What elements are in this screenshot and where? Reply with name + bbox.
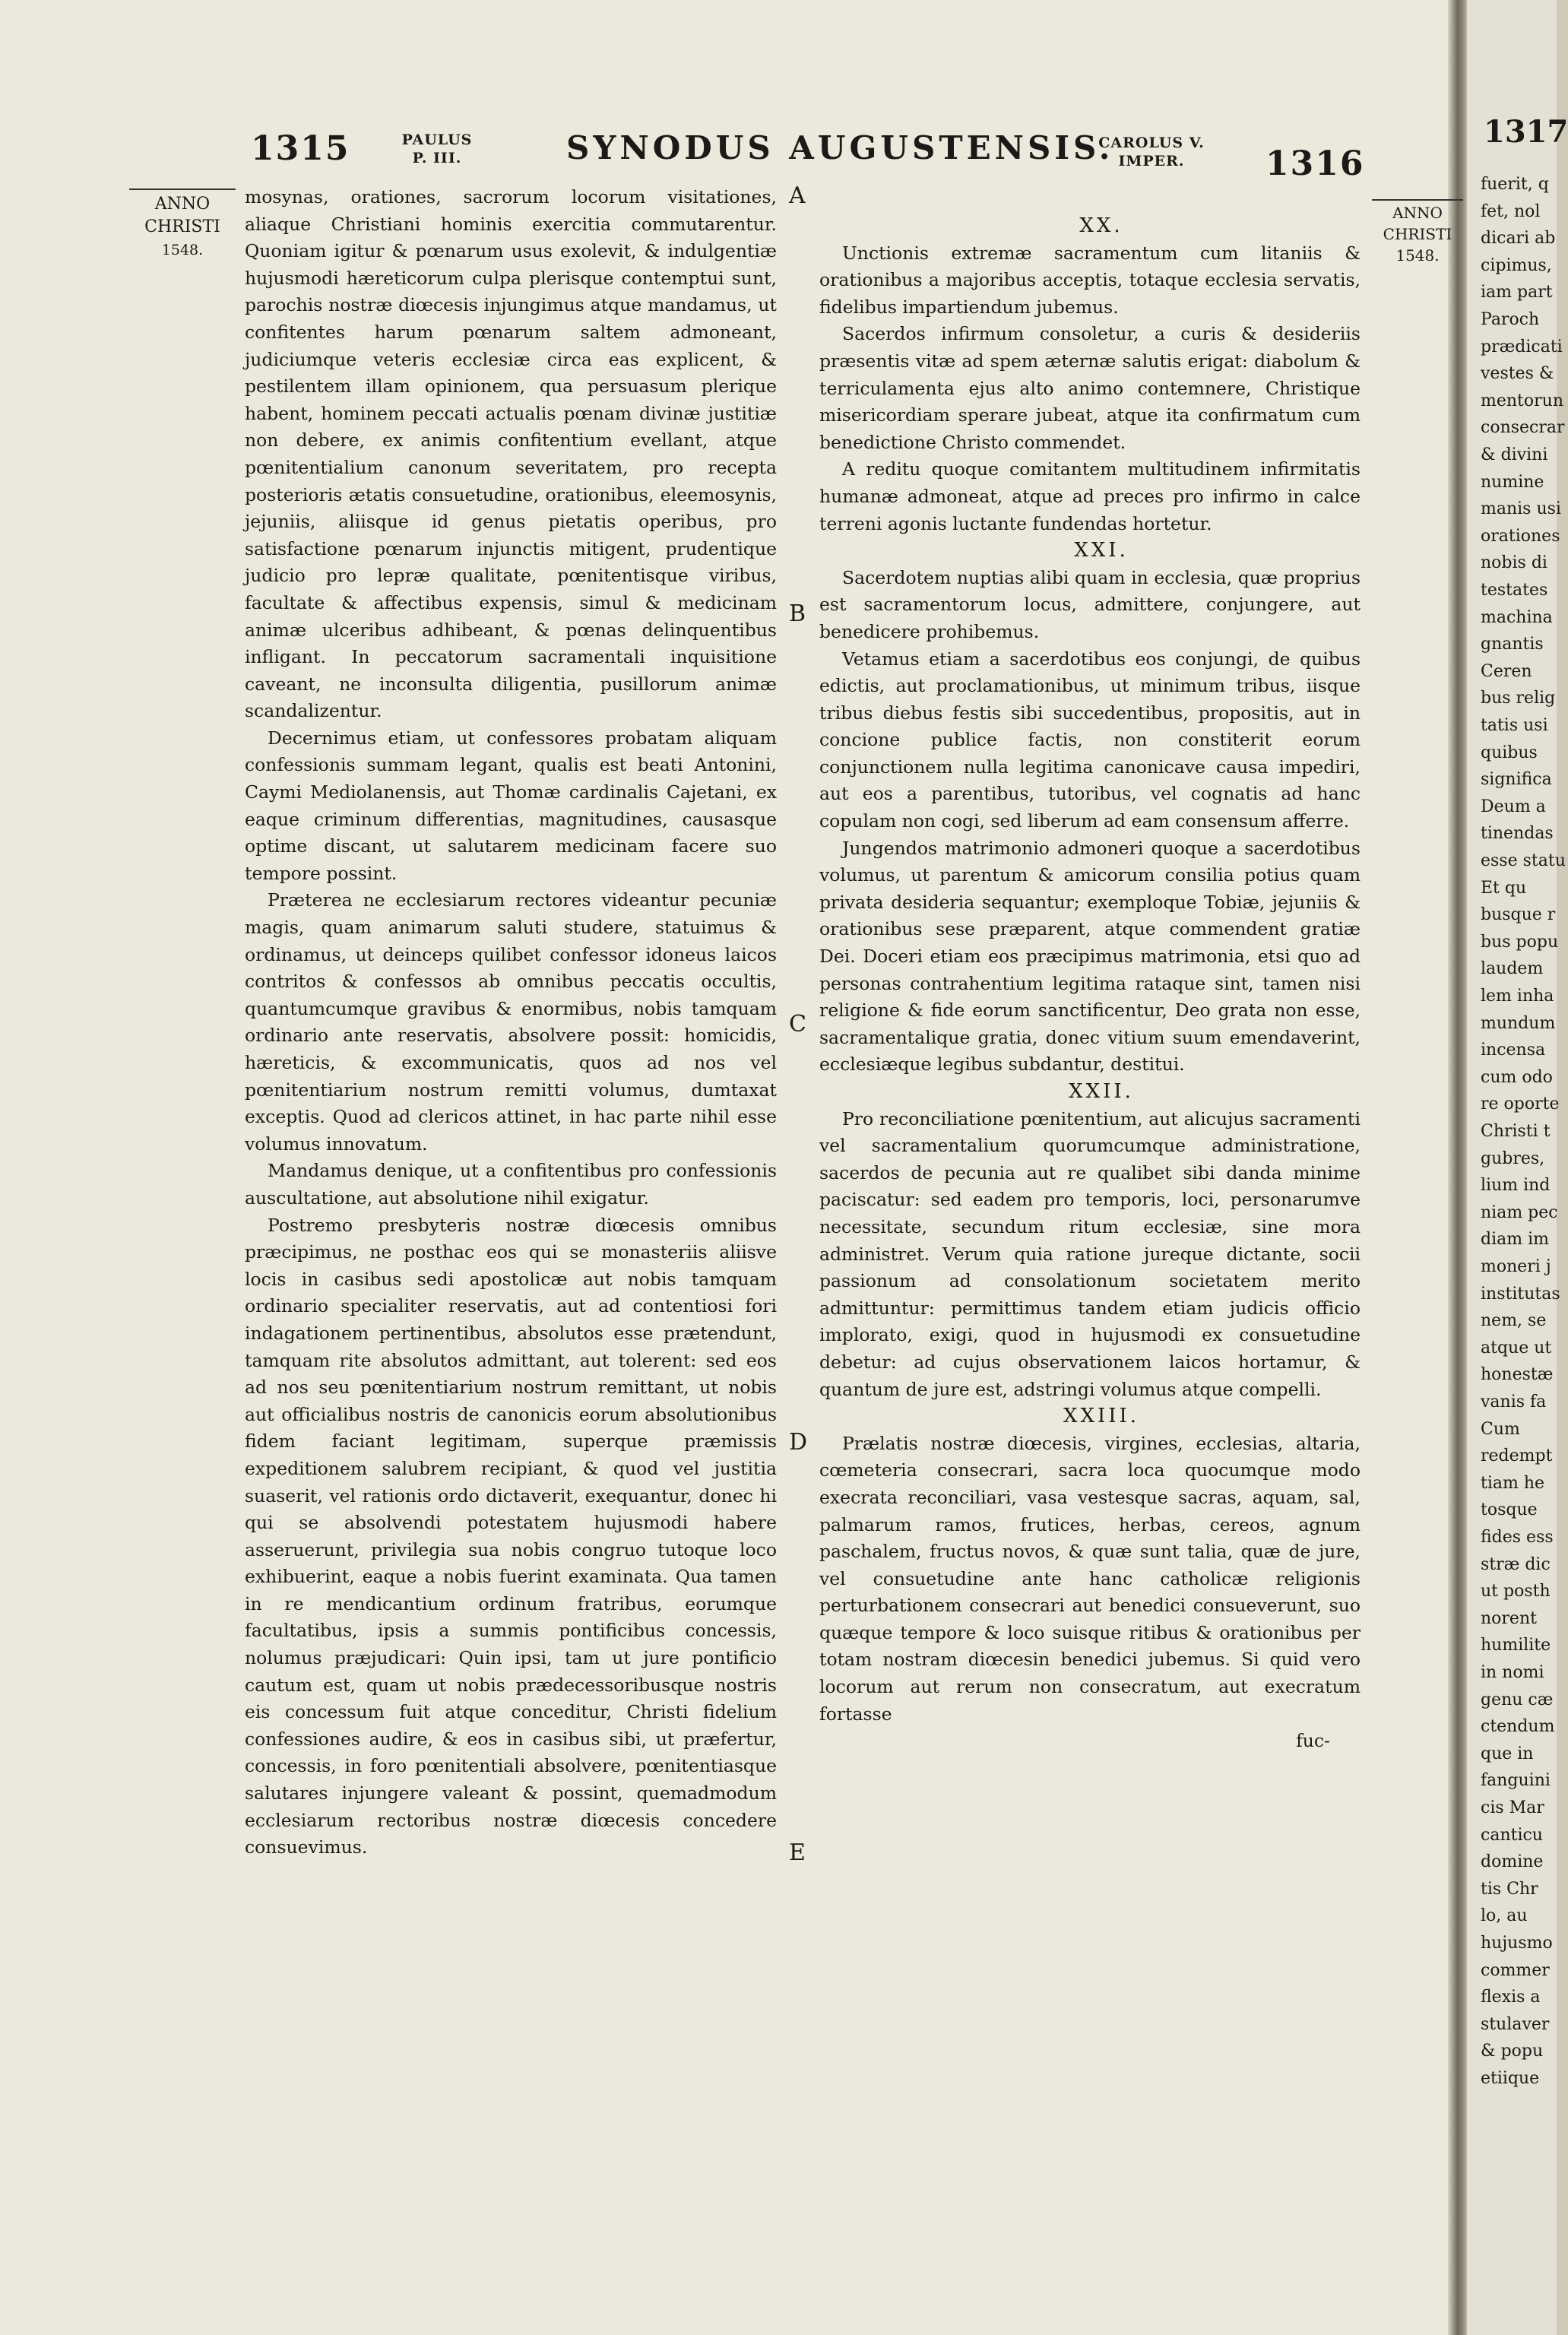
next-page-fragment: significa (1481, 770, 1552, 790)
next-page-fragment: vanis fa (1481, 1392, 1547, 1411)
next-page-fragment: & divini (1481, 445, 1548, 464)
next-page-fragment: cum odo (1481, 1067, 1553, 1087)
next-page-fragment: in nomi (1481, 1663, 1544, 1682)
next-page-fragment: fanguini (1481, 1771, 1551, 1791)
next-page-fragment: stræ dic (1481, 1554, 1551, 1574)
next-page-fragment: consecrar (1481, 418, 1565, 438)
next-page-fragment: quibus (1481, 743, 1538, 762)
left-column (245, 184, 777, 1861)
next-page-fragment: stulaver (1481, 2014, 1550, 2034)
next-page-fragment: diam im (1481, 1230, 1549, 1250)
next-page-fragment: Paroch (1481, 310, 1540, 329)
section-letter-e: E (789, 1839, 806, 1866)
paragraph: Jungendos matrimonio admoneri quoque a sacerdotibus volumus, ut parentum & amicorum consilia potius quam privata desideria sequantur; exemploque Tobiæ, jejuniis & orationibus sese præparent, atque commendent gratiæ Dei. Doceri etiam eos præcipimus matrimonia, etsi quo ad personas contrahentium legitima rataque sint, tamen nisi religione & fide eorum sanctificentur, Deo grata non esse, sacramentalique gratia, donec vitium suum emendaverint, ecclesiæque legibus subdantur, destitui. (819, 837, 1361, 1076)
next-page-fragment: dicari ab (1481, 229, 1556, 249)
next-page-fragment: mundum (1481, 1013, 1556, 1033)
section-letter-b: B (789, 600, 806, 627)
running-head-right-line-1: CAROLUS V. (1098, 135, 1205, 151)
next-page-anno: ANNO (1392, 204, 1443, 222)
book-gutter (1448, 0, 1469, 2335)
next-page-fragment: machina (1481, 607, 1553, 627)
next-page-fragment: iam part (1481, 283, 1553, 303)
next-page-fragment: humilite (1481, 1636, 1551, 1655)
next-page-fragment: tinendas (1481, 824, 1554, 844)
next-page-fragment: ut posth (1481, 1582, 1551, 1602)
next-page-fragment: Et qu (1481, 878, 1527, 898)
running-title: SYNODUS AUGUSTENSIS. (566, 129, 1114, 166)
chapter-heading-xxi: XXI. (1074, 539, 1129, 562)
next-page-fragment: atque ut (1481, 1338, 1552, 1358)
next-page-fragment: institutas (1481, 1284, 1560, 1304)
paragraph: Postremo presbyteris nostræ diœcesis omnibus præcipimus, ne posthac eos qui se monasteriis aliisve locis in casibus sedi apostolicæ aut nobis tamquam ordinario specialiter reservatis, aut ad contentiosi fori indagationem pertinentibus, absolutos esse prætendunt, tamquam rite absolutos admittant, aut tolerent: sed eos ad nos seu pœnitentiarium nostrum remittant, ut nobis aut officialibus nostris de canonicis eorum absolutionibus fidem faciant legitimam, superque præmissis expeditionem salubrem recipiant, & quod vel justitia suaserit, vel rationis ordo dictaverit, exequantur, donec hi qui se absolvendi potestatem hujusmodi habere asseruerunt, privilegia sua nobis congruo tutoque loco exhibuerint, eaque a nobis fuerint examinata. Qua tamen in re mendicantium ordinum fratribus, eorumque facultatibus, ipsis a summis pontificibus concessis, nolumus præjudicari: Quin ipsi, tam ut jure pontificio cautum est, quam ut nobis prædecessoribusque nostris eis concessum fuit atque conceditur, Christi fidelium confessiones audire, & eos in casibus sibi, ut præfertur, concessis, in foro pœnitentiali absolvere, pœnitentiasque salutares injungere valeant & possint, quemadmodum ecclesiarum rectoribus nostræ diœcesis concedere consuevimus. (245, 1214, 777, 1858)
next-page-fragment: etiique (1481, 2069, 1540, 2088)
next-page-fragment: commer (1481, 1960, 1550, 1980)
next-page-fragment: ctendum (1481, 1717, 1555, 1737)
next-page-fragment: flexis a (1481, 1988, 1541, 2007)
next-page-fragment: Christi t (1481, 1122, 1551, 1141)
section-letter-c: C (789, 1011, 806, 1038)
chapter-heading-xxii: XXII. (1069, 1080, 1134, 1103)
next-page-fragment: tiam he (1481, 1473, 1545, 1493)
next-page-edge (1467, 0, 1568, 2335)
next-page-fragment: domine (1481, 1852, 1544, 1872)
next-page-fragment: mentorun (1481, 391, 1563, 410)
next-page-fragment: niam pec (1481, 1202, 1558, 1222)
next-page-fragment: manis usi (1481, 499, 1561, 519)
next-page-fragment: prædicati (1481, 337, 1563, 356)
next-page-fragment: que in (1481, 1744, 1534, 1763)
paragraph: A reditu quoque comitantem multitudinem infirmitatis humanæ admoneat, atque ad preces pro infirmo in calce terreni agonis luctante fundendas hortetur. (819, 458, 1361, 534)
next-page-fragment: nem, se (1481, 1311, 1547, 1331)
next-page-fragment: fet, nol (1481, 201, 1541, 221)
next-page-fragment: Deum a (1481, 797, 1546, 816)
margin-anno: ANNO (154, 195, 211, 214)
next-page-fragment: hujusmo (1481, 1934, 1553, 1953)
paragraph: Sacerdotem nuptias alibi quam in ecclesia, quæ proprius est sacramentorum locus, admittere, conjungere, aut benedicere prohibemus. (819, 566, 1361, 642)
paragraph: Vetamus etiam a sacerdotibus eos conjungi, de quibus edictis, aut proclamationibus, ut minimum tribus, iisque tribus diebus festis sibi succedentibus, propositis, aut in concione publice factis, non constiterit eorum conjunctionem nulla legitima canonicave causa impediri, aut eos a parentibus, tutoribus, vel cognatis ad hanc copulam non cogi, sed liberum ad eam consensum afferre. (819, 648, 1361, 832)
running-head-left (380, 131, 494, 167)
running-head-left-line-2: P. III. (412, 150, 462, 166)
next-page-fragment: canticu (1481, 1825, 1543, 1845)
chapter-heading-xxiii: XXIII. (1063, 1405, 1140, 1428)
next-page-fragment: testates (1481, 581, 1548, 600)
next-page-fragment: incensa (1481, 1041, 1546, 1060)
paragraph: Prælatis nostræ diœcesis, virgines, ecclesias, altaria, cœmeteria consecrari, sacra loca quocumque modo execrata reconciliari, vasa vestesque sacras, aquam, sal, palmarum ramos, frutices, herbas, cereos, agnum paschalem, fructus novos, & quæ sunt talia, quæ de jure, vel consuetudine ante hanc catholicæ religionis perturbationem consecrari aut benedici consueverunt, suo quæque tempore & loco suisque ritibus & orationibus per totam nostram diœcesin benedici jubemus. Si quid vero locorum aut rerum non consecratum, aut execratum fortasse (819, 1432, 1361, 1725)
next-page-fragment: cipimus, (1481, 255, 1552, 275)
chapter-heading-xx: XX. (1079, 214, 1123, 237)
next-page-fragment: esse statu (1481, 851, 1566, 870)
paragraph: Mandamus denique, ut a confitentibus pro confessionis auscultatione, aut absolutione nihil exigatur. (245, 1160, 777, 1209)
next-page-fragment: Ceren (1481, 661, 1532, 681)
next-page-fragment: busque r (1481, 905, 1556, 925)
catchword: fuc- (1296, 1730, 1330, 1752)
page-number-left: 1315 (251, 129, 350, 168)
next-page-fragment: fuerit, q (1481, 175, 1549, 194)
next-page-fragment: lium ind (1481, 1176, 1551, 1196)
right-column (819, 213, 1361, 1755)
section-letter-d: D (789, 1429, 808, 1456)
paragraph: Unctionis extremæ sacramentum cum litaniis & orationibus a majoribus acceptis, totaque ecclesia servatis, fidelibus impartiendum jubemus. (819, 242, 1361, 318)
next-page-fragment: tatis usi (1481, 716, 1548, 735)
paragraph: mosynas, orationes, sacrorum locorum visitationes, aliaque Christiani hominis exercitia commutarentur. Quoniam igitur & pœnarum usus exolevit, & indulgentiæ hujusmodi hæreticorum culpa plerisque contemptui sunt, parochis nostræ diœcesis injungimus atque mandamus, ut confitentes harum pœnarum saltem admoneant, judiciumque veteris ecclesiæ circa eas explicent, & pestilentem illam opinionem, qua persuasum plerique habent, hominem peccati actualis pœnam divinæ justitiæ non debere, ex animis confitentium evellant, atque pœnitentialium canonum severitatem, pro recepta posterioris ætatis consuetudine, orationibus, eleemosynis, jejuniis, aliisque id genus pietatis operibus, pro satisfactione pœnarum injunctis mitigent, prudentique judicio pro lepræ qualitate, pœnitentisque viribus, facultate & affectibus expensis, simul & medicinam animæ ulceribus adhibeant, & pœnas delinquentibus infligant. In peccatorum sacramentali inquisitione caveant, ne inconsulta diligentia, pusillorum animæ scandalizentur. (245, 186, 777, 722)
paragraph: Pro reconciliatione pœnitentium, aut alicujus sacramenti vel sacramentalium quorumcumque administratione, sacerdos de pecunia aut re qualibet sibi danda minime paciscatur: sed eadem pro temporis, loci, personarumve necessitate, secundum ritum ecclesiæ, sine mora administret. Verum quia ratione jureque dictante, socii passionum ad consolationum societatem merito admittuntur: permittimus tandem etiam judicis officio implorato, exigi, quod in hujusmodi ex consuetudine debetur: ad cujus observationem laicos hortamur, & quantum de jure est, adstringi volumus atque compelli. (819, 1107, 1361, 1400)
next-page-fragment: tis Chr (1481, 1879, 1538, 1899)
next-page-year: 1548. (1395, 246, 1440, 265)
next-page-fragment: & popu (1481, 2042, 1544, 2061)
next-page-fragment: moneri j (1481, 1257, 1551, 1276)
next-page-fragment: gubres, (1481, 1148, 1545, 1168)
next-page-christi: CHRISTI (1383, 225, 1452, 243)
section-letter-a: A (789, 182, 806, 209)
margin-christi: CHRISTI (144, 217, 220, 236)
next-page-anno-christi (1372, 199, 1463, 266)
next-page-fragment: nobis di (1481, 553, 1547, 573)
next-page-fragment: genu cæ (1481, 1690, 1554, 1709)
next-page-fragment: cis Mar (1481, 1798, 1544, 1817)
next-page-fragment: orationes (1481, 526, 1560, 546)
next-page-fragment: norent (1481, 1608, 1537, 1628)
next-page-fragment: gnantis (1481, 635, 1544, 654)
paragraph: Sacerdos infirmum consoletur, a curis & desideriis præsentis vitæ ad spem æternæ salutis erigat: diabolum & terriculamenta ejus alto animo contemnere, Christique misericordiam sperare jubeat, atque ita confirmatum cum benedictione Christo commendet. (819, 323, 1361, 453)
next-page-fragment: honestæ (1481, 1365, 1554, 1385)
next-page-fragment: Cum (1481, 1419, 1520, 1439)
next-page-fragment: redempt (1481, 1446, 1553, 1466)
next-page-fragment: fides ess (1481, 1528, 1554, 1547)
next-page-fragment: lo, au (1481, 1906, 1528, 1926)
running-head-left-line-1: PAULUS (401, 131, 473, 148)
paragraph: Decernimus etiam, ut confessores probatam aliquam confessionis summam legant, qualis est beati Antonini, Caymi Mediolanensis, aut Thomæ cardinalis Cajetani, ex eaque criminum differentias, magnitudines, causasque optime discant, ut salutarem medicinam facere suo tempore possint. (245, 727, 777, 884)
next-page-fragment: numine (1481, 472, 1544, 492)
running-head-right-line-2: IMPER. (1118, 153, 1185, 170)
page-number-right: 1316 (1265, 144, 1365, 183)
next-page-fragment: vestes & (1481, 364, 1554, 384)
next-page-fragment: lem inha (1481, 987, 1554, 1006)
next-page-fragment: bus popu (1481, 932, 1559, 952)
margin-anno-christi (129, 189, 236, 261)
next-page-number: 1317 (1484, 114, 1568, 150)
next-page-fragment: laudem (1481, 959, 1544, 979)
margin-year: 1548. (161, 242, 204, 258)
next-page-fragment: tosque (1481, 1500, 1538, 1520)
running-head-right (1087, 134, 1216, 170)
next-page-fragment: re oporte (1481, 1095, 1560, 1114)
next-page-fragment: bus relig (1481, 689, 1556, 708)
paragraph: Præterea ne ecclesiarum rectores videantur pecuniæ magis, quam animarum saluti studere, statuimus & ordinamus, ut deinceps quilibet confessor idoneus laicos contritos & confessos ab omnibus peccatis occultis, quantumcumque gravibus & enormibus, nobis tamquam ordinario ante reservatis, absolvere possit: homicidis, hæreticis, & excommunicatis, quos ad nos vel pœnitentiarium nostrum remitti volumus, dumtaxat exceptis. Quod ad clericos attinet, in hac parte nihil esse volumus innovatum. (245, 889, 777, 1155)
